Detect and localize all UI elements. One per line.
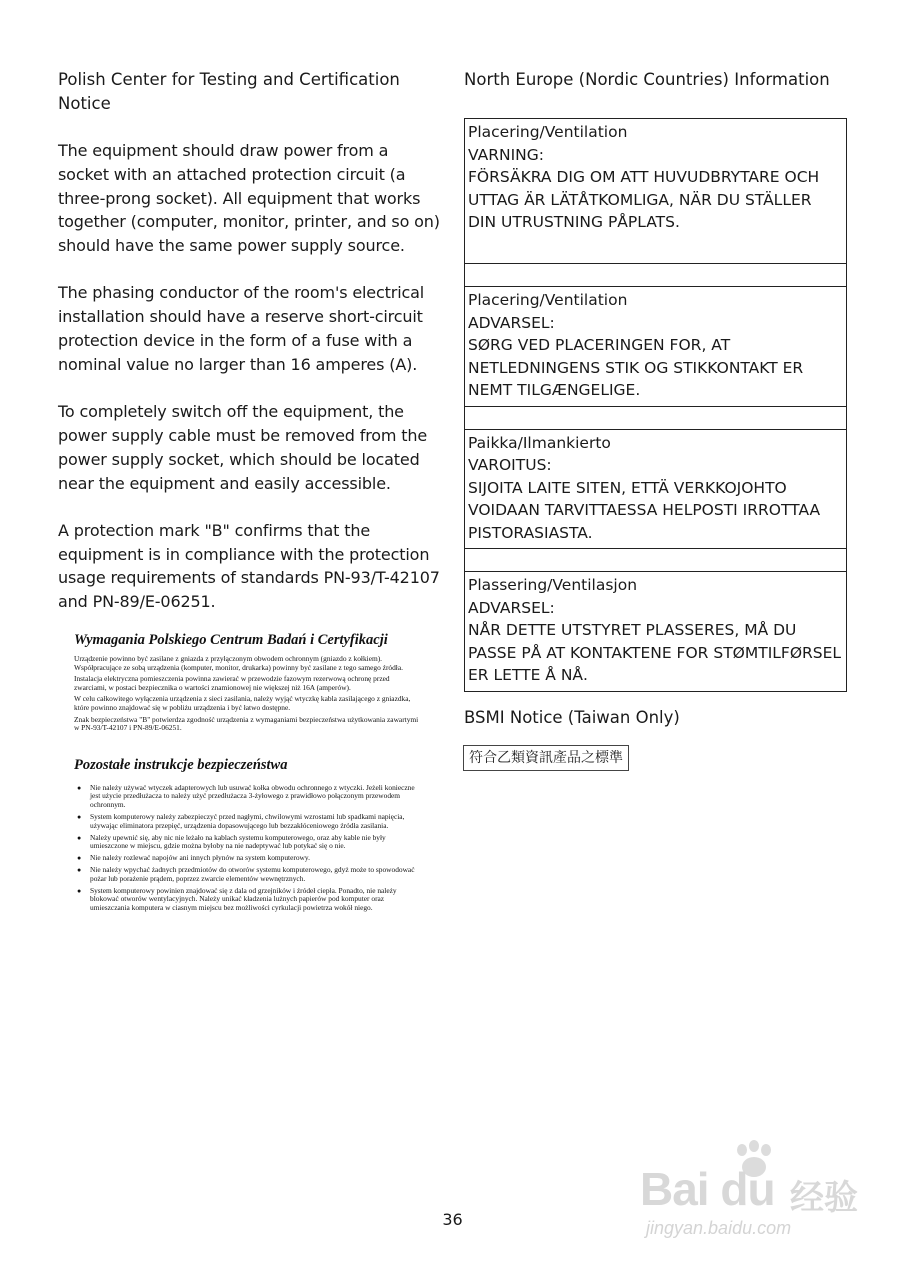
bullet-text: Nie należy wpychać żadnych przedmiotów do otworów systemu komputerowego, gdyż może to spowodować pożar lub porażenie prądem, poprzez zwarcie elementów wewnętrznych. <box>90 865 415 883</box>
bullet-text: System komputerowy należy zabezpieczyć przed nagłymi, chwilowymi wzrostami lub spadkami napięcia, używając eliminatora przepięć, urządzenia dopasowującego lub bezzakłóceniowego źródła zasilania. <box>90 811 405 830</box>
polish-para: Urządzenie powinno być zasilane z gniazda z przyłączonym obwodem ochronnym (gniazdo z kołkiem). Współpracujące ze sobą urządzenia (komputer, monitor, drukarka) powinny być zasilane z tego samego źródła. <box>74 654 403 672</box>
warning-word: VAROITUS <box>468 456 547 474</box>
paragraph-phasing-conductor: The phasing conductor of the room's electrical installation should have a reserve short-circuit protection device in the form of a fuse with a nominal value no larger than 16 amperes (A). <box>58 283 425 374</box>
paragraph-power-socket: The equipment should draw power from a socket with an attached protection circuit (a three-prong socket). All equipment that works together (computer, monitor, printer, and so on) should have the same power supply source. <box>58 141 440 256</box>
paragraph-switch-off: To completely switch off the equipment, the power supply cable must be removed from the power supply socket, which should be located near the equipment and easily accessible. <box>58 402 428 493</box>
block-label: Plassering/Ventilasjon <box>468 576 638 594</box>
nordic-block-finnish <box>465 429 847 549</box>
list-item <box>74 866 420 883</box>
warning-heading: ADVARSEL: <box>468 313 555 332</box>
nordic-title: North Europe (Nordic Countries) Information <box>464 70 830 89</box>
polish-other-instructions-title: Pozostałe instrukcje bezpieczeństwa <box>74 756 288 773</box>
table-row <box>465 119 847 264</box>
nordic-block-danish <box>465 287 847 407</box>
bullet-text: Należy upewnić się, aby nic nie leżało na kablach systemu komputerowego, oraz aby kable nie były umieszczone w miejscu, gdzie można byłoby na nie nadeptywać lub potykać się o nie. <box>90 832 386 851</box>
bullet-text: Nie należy rozlewać napojów ani innych płynów na system komputerowy. <box>90 853 310 863</box>
bsmi-mark-box: 符合乙類資訊產品之標準 <box>463 745 629 771</box>
polish-requirements-title: Wymagania Polskiego Centrum Badań i Certyfikacji <box>74 632 388 648</box>
bullet-icon: ● <box>77 812 82 821</box>
bullet-text: Nie należy używać wtyczek adapterowych lub usuwać kołka obwodu ochronnego z wtyczki. Jeżeli konieczne jest użycie przedłużacza to należy użyć przedłużacza 3-żyłowego z prawidłowo połączonym przewodem ochronnym. <box>90 782 415 809</box>
list-item <box>74 834 420 851</box>
watermark-logo: Bai du <box>640 1163 775 1215</box>
table-row <box>465 406 847 429</box>
polish-requirements-image <box>74 632 420 916</box>
bullet-icon: ● <box>77 854 82 863</box>
list-item <box>74 854 420 863</box>
table-row <box>465 287 847 407</box>
bullet-text: System komputerowy powinien znajdować się z dala od grzejników i źródeł ciepła. Ponadto, nie należy blokować otworów wentylacyjnych. Należy unikać kładzenia lużnych papierów pod komputer oraz umieszczania komputera w ciasnym miejscu bez możliwości cyrkulacji powietrza wokół niego. <box>90 885 397 912</box>
bullet-icon: ● <box>77 783 82 792</box>
spacer-cell <box>465 406 847 429</box>
block-label: Placering/Ventilation <box>468 123 628 141</box>
spacer-cell <box>465 549 847 572</box>
block-label: Paikka/Ilmankierto <box>468 433 611 452</box>
bullet-icon: ● <box>77 886 82 895</box>
watermark-url: jingyan.baidu.com <box>646 1218 792 1238</box>
nordic-block-swedish <box>465 119 847 264</box>
polish-notice-title: Polish Center for Testing and Certification Notice <box>58 70 400 113</box>
warning-text: NÅR DETTE UTSTYRET PLASSERES, MÅ DU PASSE PÅ AT KONTAKTENE FOR STØMTILFØRSEL ER LETTE Å NÅ. <box>468 621 842 684</box>
bullet-icon: ● <box>77 866 82 875</box>
polish-notice-section <box>58 68 442 638</box>
warning-heading: VAROITUS: <box>468 456 552 474</box>
list-item <box>74 887 420 913</box>
table-row <box>465 264 847 287</box>
warning-text: FÖRSÄKRA DIG OM ATT HUVUDBRYTARE OCH UTTAG ÄR LÄTÅTKOMLIGA, NÄR DU STÄLLER DIN UTRUSTNING PÅPLATS. <box>468 168 820 231</box>
bullet-icon: ● <box>77 833 82 842</box>
polish-para: Znak bezpieczeństwa "B" potwierdza zgodność urządzenia z wymaganiami bezpieczeństwa użytkowania zawartymi w PN-93/T-42107 i PN-89/E-06251. <box>74 714 419 733</box>
table-row <box>465 549 847 572</box>
nordic-section <box>464 68 848 92</box>
spacer-cell <box>465 264 847 287</box>
nordic-block-norwegian <box>465 572 847 692</box>
warning-text: SØRG VED PLACERINGEN FOR, AT NETLEDNINGENS STIK OG STIKKONTAKT ER NEMT TILGÆNGELIGE. <box>468 336 804 399</box>
polish-para: W celu całkowitego wyłączenia urządzenia z sieci zasilania, należy wyjąć wtyczkę kabla zasilającego z gniazdka, które powinno znajdować się w pobliżu urządzenia i być łatwo dostępne. <box>74 694 411 712</box>
warning-word: ADVARSEL <box>468 313 550 332</box>
list-item <box>74 813 420 830</box>
list-item <box>74 784 420 810</box>
warning-word: VARNING <box>468 145 539 164</box>
watermark-cn: 经验 <box>790 1178 858 1218</box>
warning-word: ADVARSEL <box>468 598 550 617</box>
warning-heading: VARNING: <box>468 145 544 164</box>
warning-heading: ADVARSEL: <box>468 598 555 617</box>
page-number: 36 <box>442 1210 463 1229</box>
polish-para: Instalacja elektryczna pomieszczenia powinna zawierać w przewodzie fazowym rezerwową ochronę przed zwarciami, w postaci bezpiecznika o wartości znamionowej nie większej niż 16A (amperów). <box>74 674 390 692</box>
polish-bullet-list <box>74 784 420 913</box>
paragraph-protection-mark: A protection mark "B" confirms that the equipment is in compliance with the protection usage requirements of standards PN-93/T-42107 and PN-89/E-06251. <box>58 520 440 612</box>
table-row <box>465 572 847 692</box>
warning-text: SIJOITA LAITE SITEN, ETTÄ VERKKOJOHTO VOIDAAN TARVITTAESSA HELPOSTI IRROTTAA PISTORASIASTA. <box>468 478 821 542</box>
nordic-warnings-table <box>464 118 847 692</box>
table-row <box>465 429 847 549</box>
baidu-watermark <box>640 1140 870 1250</box>
bsmi-notice-title: BSMI Notice (Taiwan Only) <box>464 708 680 727</box>
block-label: Placering/Ventilation <box>468 291 628 309</box>
